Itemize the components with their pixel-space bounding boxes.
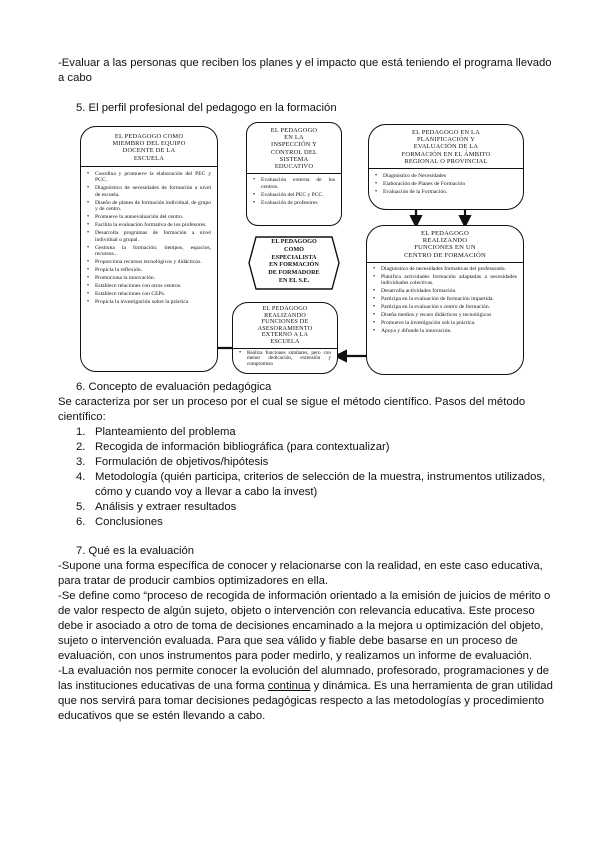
box-pedagogo-inspeccion (246, 122, 342, 226)
box-pedagogo-centro-formacion (366, 225, 524, 375)
list-item: • Desarrolla programas de formación a nivel individual o grupal. (95, 230, 211, 243)
box-pedagogo-equipo-docente (80, 126, 218, 372)
box-asesoramiento-title: EL PEDAGOGO REALIZANDO FUNCIONES DE ASESORAMIENTO EXTERNO A LA ESCUELA (257, 305, 313, 345)
box-planificacion-title: EL PEDAGOGO EN LA PLANIFICACIÓN Y EVALUACIÓN DE LA FORMACIÓN EN EL ÁMBITO REGIONAL O PROVINCIAL (401, 129, 491, 165)
step-3: Formulación de objetivos/hipótesis (95, 456, 269, 468)
section-7-line: educativos que se estén llevando a cabo. (58, 710, 266, 722)
section-7-line-continua (58, 679, 553, 694)
list-item: • Evaluación del PEC y PCC. (261, 192, 335, 199)
step-number: 1. (76, 426, 86, 438)
step-6: Conclusiones (95, 516, 163, 528)
step-2: Recogida de información bibliográfica (para contextualizar) (95, 441, 390, 453)
list-item: • Evaluación externa de los centros. (261, 177, 335, 190)
step-number: 5. (76, 501, 86, 513)
list-item: • Facilita la evaluación formativa de los profesores. (95, 222, 211, 229)
section-7-line: evaluación, con unos instrumentos para poder medirlo, y realizamos un informe de evaluación. (58, 650, 533, 662)
step-number: 3. (76, 456, 86, 468)
box-inspeccion-title: EL PEDAGOGO EN LA INSPECCIÓN Y CONTROL DEL SISTEMA EDUCATIVO (270, 127, 318, 171)
box-centro-list (367, 263, 523, 335)
section-7-heading: 7. Qué es la evaluación (76, 545, 195, 557)
list-item: • Evaluación de profesores (261, 200, 335, 207)
list-item: • Participa en la evaluación de formación impartida. (381, 296, 517, 303)
list-item: • Promueve la autoevaluación del centro. (95, 214, 211, 221)
list-item: • Coordina y promueve la elaboración del PEC y PCC. (95, 171, 211, 184)
section-7-line: de valor respecto de algún sujeto, objeto o intervención con relevancia educativa. Este proceso (58, 605, 535, 617)
list-item: • Establece relaciones con CEPs. (95, 291, 211, 298)
list-item: • Gestiona la formación: tiempos, espacios, recursos... (95, 245, 211, 258)
section-7-line: que nos servirá para tomar decisiones pedagógicas respecto a las metodologías y procedimiento (58, 695, 545, 707)
step-5: Análisis y extraer resultados (95, 501, 237, 513)
box-centro-title: EL PEDAGOGO REALIZANDO FUNCIONES EN UN CENTRO DE FORMACIÓN (404, 230, 486, 259)
section-6-line-2: científico: (58, 411, 106, 423)
section-7-line: -La evaluación nos permite conocer la evolución del alumnado, profesorado, programaciones y de (58, 665, 550, 677)
box-pedagogo-planificacion (368, 124, 524, 210)
section-5-heading: 5. El perfil profesional del pedagogo en la formación (76, 102, 337, 114)
box-asesoramiento-list (233, 349, 337, 368)
step-4: Metodología (quién participa, criterios de selección de la muestra, instrumentos utilizados, (95, 471, 546, 483)
section-7-line: sujeto o intervención evaluada. Para que sea válido y fiable debe basarse en un proceso de (58, 635, 518, 647)
list-item: • Promociona la innovación. (95, 275, 211, 282)
section-6-heading: 6. Concepto de evaluación pedagógica (76, 381, 272, 393)
section-7-line: -Se define como “proceso de recogida de información orientado a la emisión de juicios de mérito o (58, 590, 551, 602)
box-planificacion-list (369, 169, 523, 196)
step-4-continuation: cómo y cuando voy a llevar a cabo la invest) (95, 486, 318, 498)
list-item: • Diagnóstico de Necesidades (383, 173, 517, 180)
step-number: 4. (76, 471, 86, 483)
underlined-word-continua: continua (267, 680, 311, 692)
list-item: • Diseña medios y recurs didácticos y tecnológicos (381, 312, 517, 319)
intro-line-2: a cabo (58, 72, 92, 84)
list-item: • Desarrolla actividades formación. (381, 288, 517, 295)
list-item: • Participa en la evaluación s centro de formación. (381, 304, 517, 311)
step-number: 2. (76, 441, 86, 453)
text-segment: las instituciones educativas de una forma (58, 680, 268, 692)
step-number: 6. (76, 516, 86, 528)
intro-line-1: -Evaluar a las personas que reciben los planes y el impacto que está teniendo el programa llevado (58, 57, 552, 69)
list-item: • Promueve la investigación sob la práctica. (381, 320, 517, 327)
list-item: • Propicia la reflexión. (95, 267, 211, 274)
box-especialista-title: EL PEDAGOGO COMO ESPECIALISTA EN FORMACIÓN DE FORMADORE EN EL S.E. (268, 238, 320, 284)
list-item: • Realiza funciones similares, pero con menor dedicación, extensión y compromiso (247, 351, 331, 368)
box-equipo-list (81, 167, 217, 306)
step-1: Planteamiento del problema (95, 426, 236, 438)
pedagogo-profile-diagram (78, 122, 526, 374)
section-6-line-1: Se caracteriza por ser un proceso por el cual se sigue el método científico. Pasos del método (58, 396, 526, 408)
text-segment: y dinámica. Es una herramienta de gran utilidad (310, 680, 553, 692)
box-equipo-title: EL PEDAGOGO COMO MIEMBRO DEL EQUIPO DOCENTE DE LA ESCUELA (112, 133, 186, 162)
box-inspeccion-list (247, 174, 341, 206)
section-7-line: -Supone una forma específica de conocer y relacionarse con la realidad, en este caso educativa, (58, 560, 543, 572)
list-item: • Propicia la investigación sobre la práctica (95, 299, 211, 306)
section-7-line: para tratar de producir cambios optimizadores en ella. (58, 575, 329, 587)
section-7-line: debe ir asociado a otro de toma de decisiones encaminado a la mejora u optimización del objeto, (58, 620, 544, 632)
list-item: • Elaboración de Planes de Formación (383, 181, 517, 188)
list-item: • Diagnóstico de necesidades de formación a nivel de escuela. (95, 185, 211, 198)
list-item: • Establece relaciones con otros centros. (95, 283, 211, 290)
list-item: • Diagnóstico de necesidades formativas del profesorado. (381, 266, 517, 273)
box-pedagogo-especialista (248, 235, 340, 291)
list-item: • Planifica actividades formación adaptadas a necesidades individuales colectivas. (381, 274, 517, 287)
list-item: • Proporciona recursos tecnológicos y didácticos. (95, 259, 211, 266)
box-pedagogo-asesoramiento (232, 302, 338, 374)
list-item: • Apoya y difunde la innovación. (381, 328, 517, 335)
list-item: • Evaluación de la Formación. (383, 189, 517, 196)
list-item: • Diseño de planes de formación individual, de grupo y de centro. (95, 200, 211, 213)
